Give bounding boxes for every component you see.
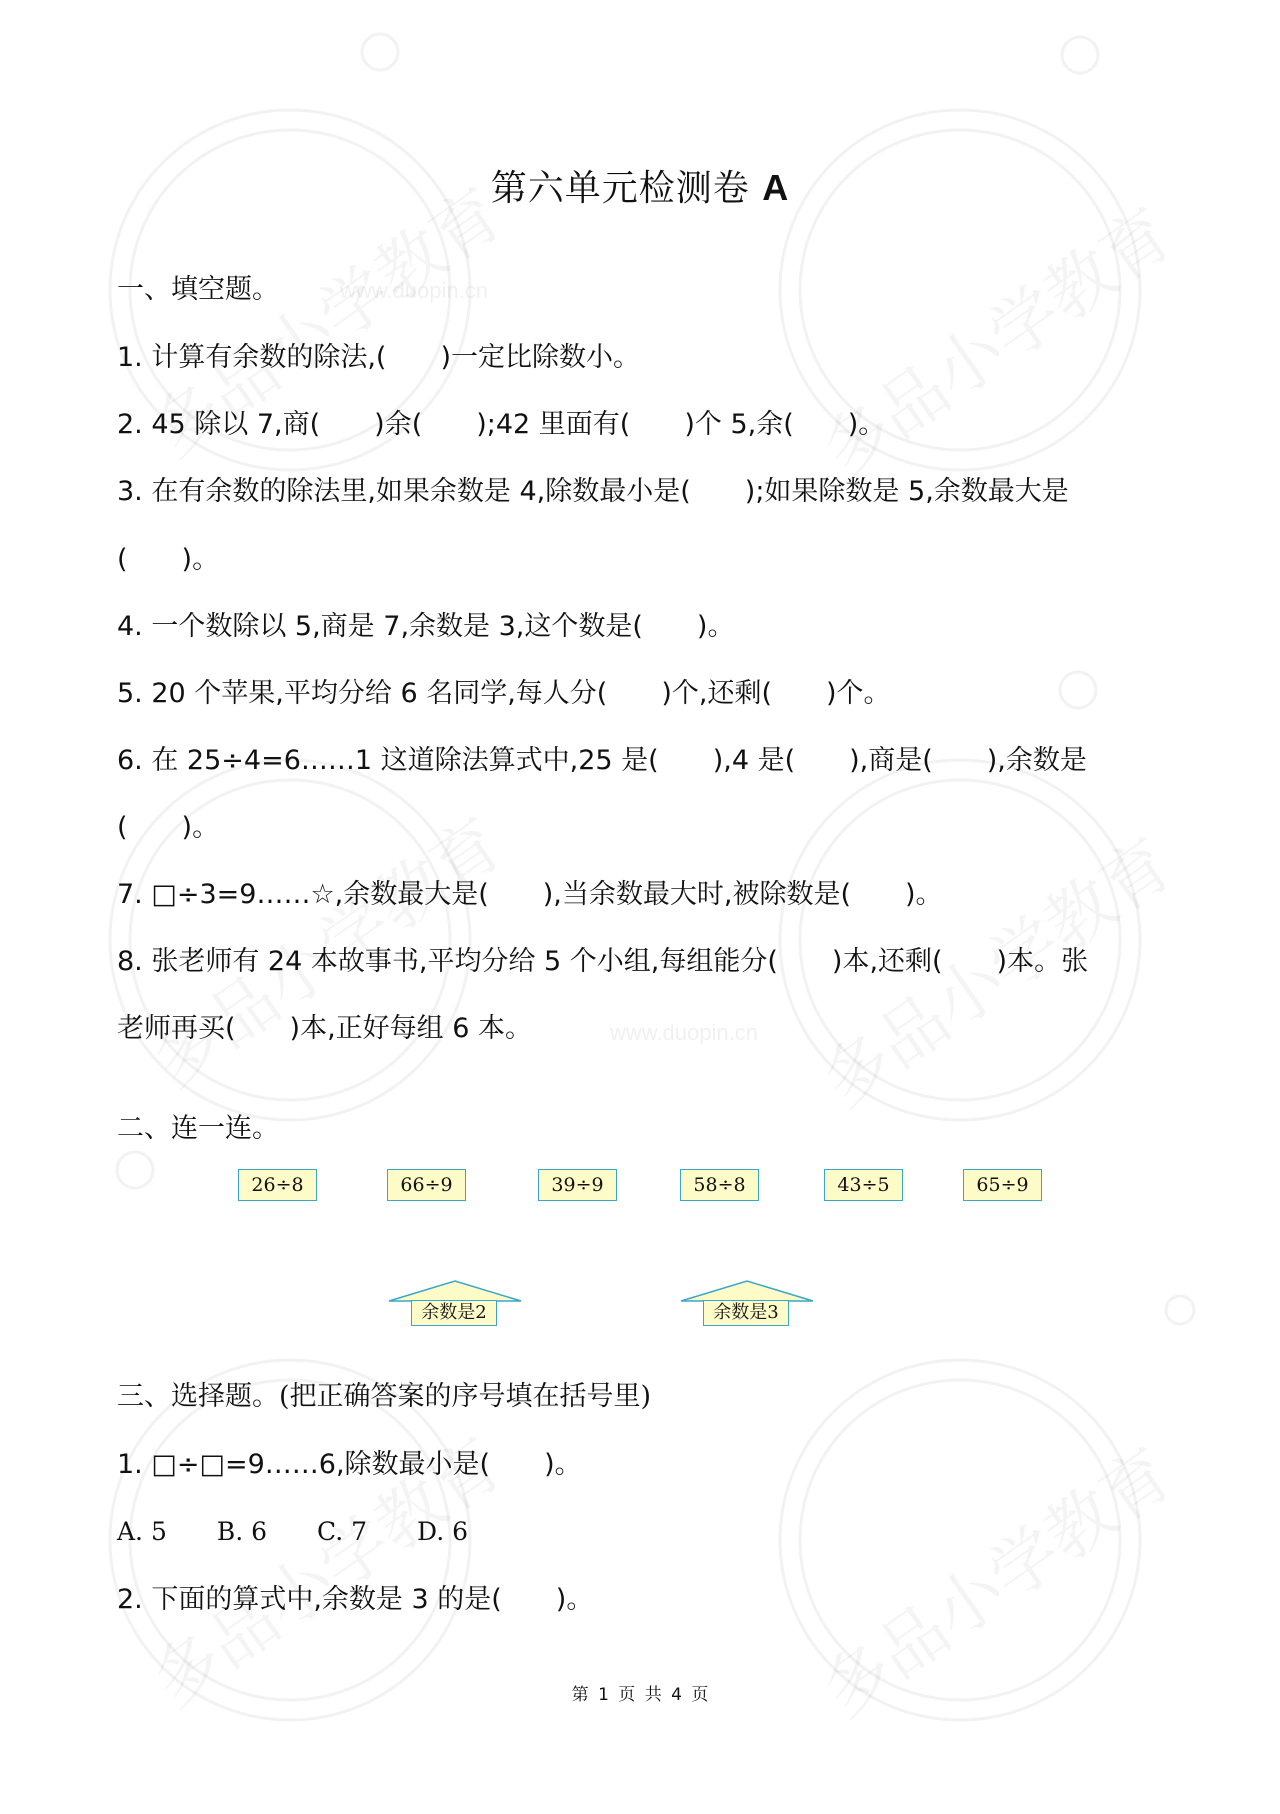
fill-question-3-line-2: ( )。 xyxy=(117,544,220,575)
equation-box[interactable]: 26÷8 xyxy=(238,1169,317,1201)
equation-box[interactable]: 43÷5 xyxy=(824,1169,903,1201)
watermark-url: www.duopin.cn xyxy=(340,278,488,303)
fill-question-2: 2. 45 除以 7,商( )余( );42 里面有( )个 5,余( )。 xyxy=(117,409,886,440)
equation-box[interactable]: 65÷9 xyxy=(963,1169,1042,1201)
fill-question-8-line-2: 老师再买( )本,正好每组 6 本。 xyxy=(117,1013,532,1044)
equation-box[interactable]: 66÷9 xyxy=(387,1169,466,1201)
fill-question-6-line-2: ( )。 xyxy=(117,812,220,843)
house-label: 余数是2 xyxy=(411,1300,497,1326)
title-main: 第六单元检测卷 xyxy=(490,168,750,209)
remainder-house-2[interactable] xyxy=(387,1279,523,1325)
remainder-house-3[interactable] xyxy=(679,1279,815,1325)
fill-question-8-line-1: 8. 张老师有 24 本故事书,平均分给 5 个小组,每组能分( )本,还剩( )本。张 xyxy=(117,946,1089,977)
title-letter: A xyxy=(762,167,790,208)
watermark-url: www.duopin.cn xyxy=(610,1020,758,1045)
fill-question-5: 5. 20 个苹果,平均分给 6 名同学,每人分( )个,还剩( )个。 xyxy=(117,678,891,709)
fill-question-6-line-1: 6. 在 25÷4=6……1 这道除法算式中,25 是( ),4 是( ),商是( ),余数是 xyxy=(117,745,1087,776)
fill-question-3-line-1: 3. 在有余数的除法里,如果余数是 4,除数最小是( );如果除数是 5,余数最大是 xyxy=(117,476,1069,507)
equation-box[interactable]: 58÷8 xyxy=(680,1169,759,1201)
fill-question-4: 4. 一个数除以 5,商是 7,余数是 3,这个数是( )。 xyxy=(117,611,735,642)
fill-question-1: 1. 计算有余数的除法,( )一定比除数小。 xyxy=(117,342,640,373)
choice-question-1: 1. □÷□=9……6,除数最小是( )。 xyxy=(117,1449,582,1480)
section-1-heading: 一、填空题。 xyxy=(117,274,279,305)
section-2-heading: 二、连一连。 xyxy=(117,1113,279,1144)
section-3-heading: 三、选择题。(把正确答案的序号填在括号里) xyxy=(117,1381,652,1412)
equation-box[interactable]: 39÷9 xyxy=(538,1169,617,1201)
house-label: 余数是3 xyxy=(703,1300,789,1326)
page-title xyxy=(0,160,1280,211)
choice-question-2: 2. 下面的算式中,余数是 3 的是( )。 xyxy=(117,1584,594,1615)
fill-question-7: 7. □÷3=9……☆,余数最大是( ),当余数最大时,被除数是( )。 xyxy=(117,879,943,910)
page-footer: 第 1 页 共 4 页 xyxy=(571,1685,709,1705)
choice-question-1-options: A. 5 B. 6 C. 7 D. 6 xyxy=(117,1517,469,1546)
